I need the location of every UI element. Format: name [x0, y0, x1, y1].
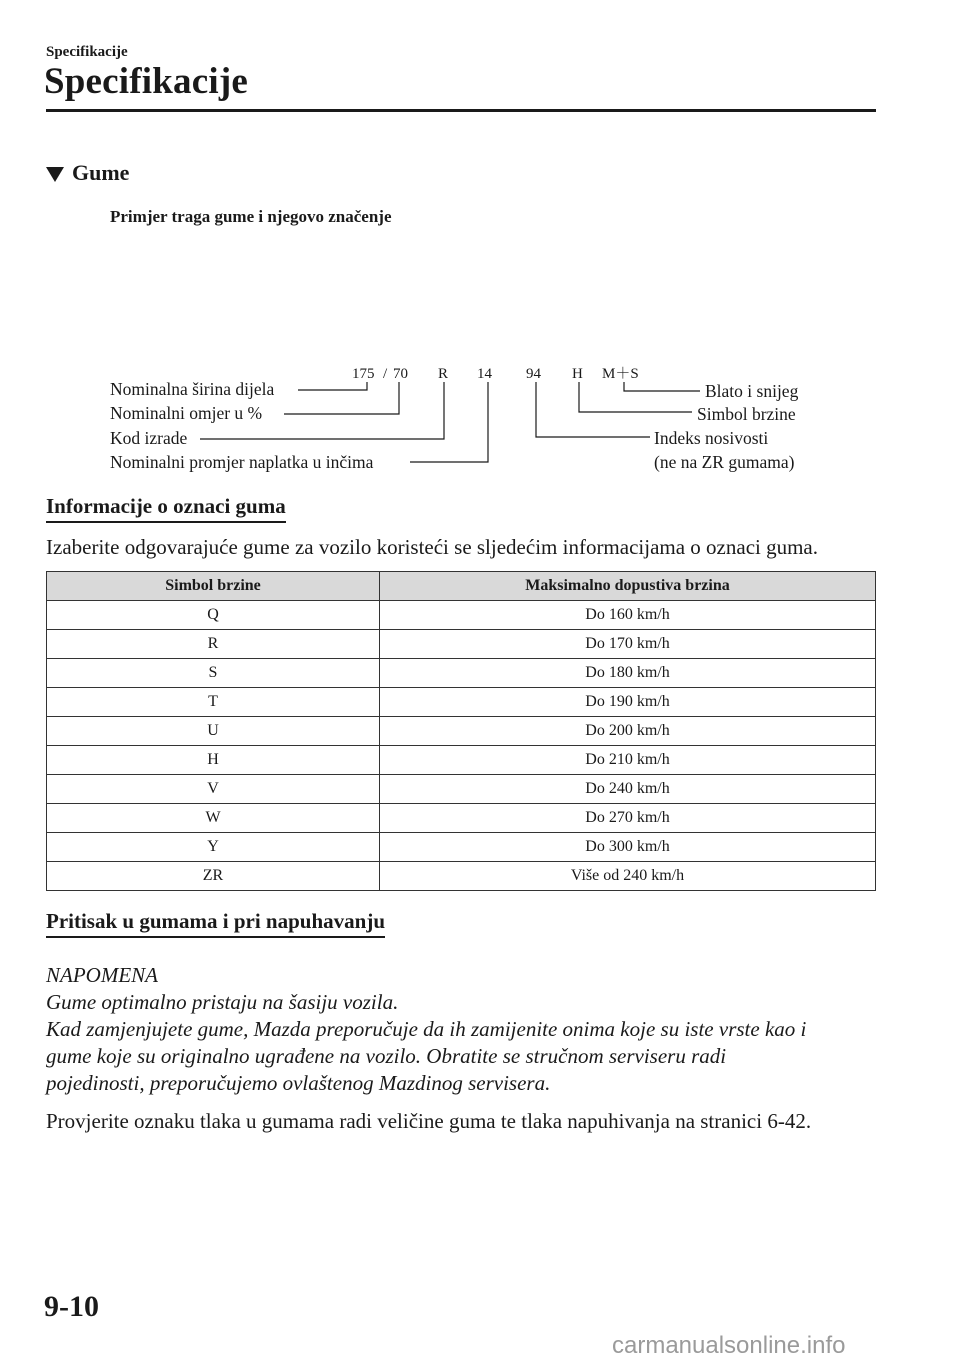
leader-speed — [579, 382, 692, 412]
table-cell-symbol: W — [47, 804, 380, 833]
diagram-caption: Primjer traga gume i njegovo značenje — [110, 207, 392, 226]
table-cell-symbol: H — [47, 746, 380, 775]
label-load: Indeks nosivosti — [654, 428, 769, 448]
running-header: Specifikacije — [46, 44, 128, 60]
note-line: pojedinosti, preporučujemo ovlaštenog Mazdinog servisera. — [46, 1071, 551, 1095]
page-title: Specifikacije — [44, 61, 249, 102]
table-cell-symbol: R — [47, 630, 380, 659]
note-line: Kad zamjenjujete gume, Mazda preporučuje da ih zamijenite onima koje su iste vrste kao i — [46, 1017, 807, 1041]
code-ms: M＋S — [602, 366, 639, 382]
note-block — [46, 962, 876, 1097]
table-cell-symbol: S — [47, 659, 380, 688]
info-intro: Izaberite odgovarajuće gume za vozilo koristeći se sljedećim informacijama o oznaci guma. — [46, 535, 819, 559]
table-cell-speed: Do 240 km/h — [380, 775, 876, 804]
leader-load — [536, 382, 650, 437]
info-heading-wrap — [46, 494, 286, 519]
pressure-heading: Pritisak u gumama i pri napuhavanju — [46, 909, 385, 938]
table-cell-speed: Više od 240 km/h — [380, 862, 876, 891]
label-width: Nominalna širina dijela — [110, 379, 275, 399]
table-header-max-speed: Maksimalno dopustiva brzina — [380, 572, 876, 601]
code-load: 94 — [526, 366, 541, 382]
table-cell-symbol: ZR — [47, 862, 380, 891]
info-heading: Informacije o oznaci guma — [46, 494, 286, 523]
label-speed: Simbol brzine — [697, 404, 796, 424]
table-header-speed-symbol: Simbol brzine — [47, 572, 380, 601]
leader-width — [298, 382, 367, 390]
table-row — [47, 659, 876, 688]
table-cell-speed: Do 160 km/h — [380, 601, 876, 630]
speed-symbol-table — [46, 571, 876, 891]
label-rim: Nominalni promjer naplatka u inčima — [110, 452, 374, 472]
table-cell-symbol: V — [47, 775, 380, 804]
table-row — [47, 746, 876, 775]
code-construction: R — [438, 366, 449, 382]
leader-lines — [200, 382, 700, 462]
table-row — [47, 717, 876, 746]
table-cell-speed: Do 300 km/h — [380, 833, 876, 862]
label-construction: Kod izrade — [110, 428, 188, 448]
table-row — [47, 833, 876, 862]
leader-ms — [624, 382, 700, 391]
table-cell-speed: Do 170 km/h — [380, 630, 876, 659]
code-rim: 14 — [477, 366, 492, 382]
label-ms: Blato i snijeg — [705, 381, 799, 401]
code-speed: H — [572, 366, 583, 382]
pressure-text: Provjerite oznaku tlaka u gumama radi veličine guma te tlaka napuhivanja na stranici 6-42. — [46, 1109, 812, 1133]
pressure-heading-wrap — [46, 909, 385, 934]
tire-code-diagram — [0, 0, 960, 490]
table-row — [47, 601, 876, 630]
table-cell-speed: Do 270 km/h — [380, 804, 876, 833]
note-label: NAPOMENA — [46, 963, 158, 987]
label-ratio: Nominalni omjer u % — [110, 403, 263, 423]
table-row — [47, 775, 876, 804]
code-slash: / — [383, 366, 388, 382]
table-cell-symbol: T — [47, 688, 380, 717]
table-cell-speed: Do 210 km/h — [380, 746, 876, 775]
note-line: gume koje su originalno ugrađene na vozilo. Obratite se stručnom serviseru radi — [46, 1044, 727, 1068]
watermark: carmanualsonline.info — [612, 1332, 846, 1359]
table-row — [47, 862, 876, 891]
label-load-note: (ne na ZR gumama) — [654, 452, 795, 472]
note-line: Gume optimalno pristaju na šasiju vozila. — [46, 990, 399, 1014]
section-title-text: Gume — [72, 160, 130, 185]
code-ratio: 70 — [393, 366, 408, 382]
table-row — [47, 688, 876, 717]
table-cell-symbol: U — [47, 717, 380, 746]
table-header-row — [47, 572, 876, 601]
table-row — [47, 804, 876, 833]
page-number: 9-10 — [44, 1290, 99, 1323]
leader-ratio — [284, 382, 399, 414]
table-cell-speed: Do 190 km/h — [380, 688, 876, 717]
table-cell-speed: Do 180 km/h — [380, 659, 876, 688]
table-cell-symbol: Y — [47, 833, 380, 862]
table-cell-speed: Do 200 km/h — [380, 717, 876, 746]
leader-rim — [410, 382, 488, 462]
code-width: 175 — [352, 366, 375, 382]
table-row — [47, 630, 876, 659]
table-cell-symbol: Q — [47, 601, 380, 630]
